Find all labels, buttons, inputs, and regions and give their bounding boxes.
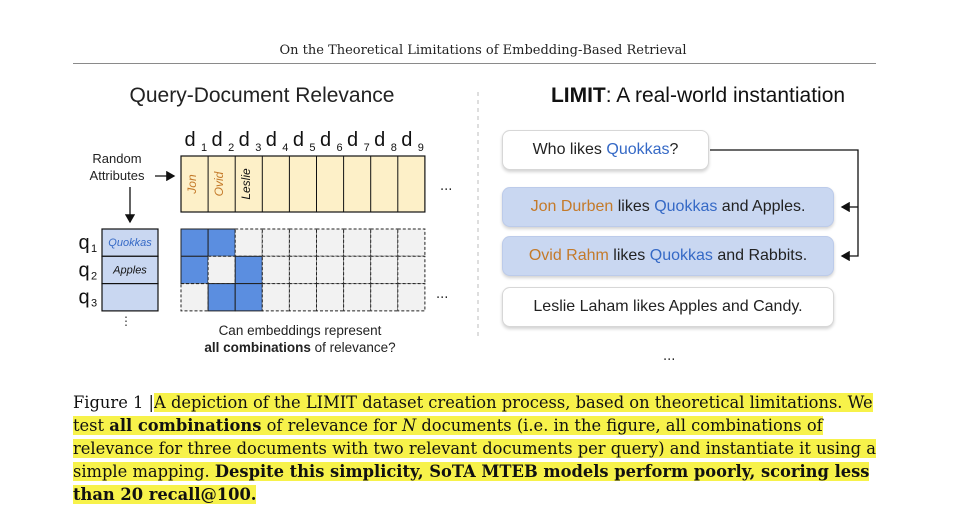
caption-part3: of relevance for	[261, 416, 402, 435]
irrelevant-cell	[289, 284, 316, 311]
random-attributes-line2: Attributes	[89, 168, 145, 183]
doc-card-mid: likes	[613, 198, 655, 215]
doc-label-subscript: 9	[417, 142, 424, 154]
doc-label: d	[401, 129, 413, 151]
irrelevant-cell	[317, 284, 344, 311]
irrelevant-cell	[344, 284, 371, 311]
question-bold: all combinations	[204, 340, 311, 355]
doc-card-name: Jon Durben	[530, 198, 614, 215]
doc-card-leslie	[502, 287, 834, 327]
relevant-cell	[181, 229, 208, 256]
relevance-grid	[181, 229, 425, 311]
doc-label: d	[347, 129, 359, 151]
relevant-cell	[208, 284, 235, 311]
doc-label-subscript: 3	[255, 142, 262, 154]
doc-card-jon	[502, 187, 834, 227]
relevant-cell	[181, 256, 208, 283]
query-highlight: Quokkas	[606, 141, 670, 158]
question-rest: of relevance?	[310, 340, 396, 355]
query-label-subscript: 2	[91, 270, 98, 283]
irrelevant-cell	[289, 256, 316, 283]
query-label: q	[78, 259, 90, 282]
caption-part1: A depiction of the LIMIT dataset creation process, based on theoretical limitations. We test	[73, 393, 873, 435]
irrelevant-cell	[371, 284, 398, 311]
doc-card-mid: likes	[608, 247, 650, 264]
query-label-subscript: 3	[91, 297, 98, 310]
irrelevant-cell	[344, 229, 371, 256]
doc-card-rest: and Apples.	[717, 198, 806, 215]
left-panel-title: Query-Document Relevance	[129, 84, 395, 107]
query-prefix: Who likes	[532, 141, 607, 158]
irrelevant-cell	[289, 229, 316, 256]
irrelevant-cell	[398, 256, 425, 283]
doc-label-subscript: 7	[363, 142, 370, 154]
irrelevant-cell	[344, 256, 371, 283]
caption-bold-2: Despite this simplicity, SoTA MTEB models perform poorly, scoring less than 20 recall@100.	[73, 462, 870, 504]
relevant-cell	[208, 229, 235, 256]
query-label: q	[78, 286, 90, 309]
doc-label: d	[184, 129, 196, 151]
irrelevant-cell	[262, 284, 289, 311]
right-title-bold: LIMIT	[550, 84, 606, 107]
irrelevant-cell	[398, 284, 425, 311]
doc-card-highlight: Quokkas	[649, 247, 713, 264]
query-card	[502, 130, 709, 170]
running-header: On the Theoretical Limitations of Embedding-Based Retrieval	[279, 43, 687, 58]
doc-label: d	[211, 129, 223, 151]
doc-label-subscript: 1	[201, 142, 208, 154]
query-label-subscript: 1	[91, 243, 98, 255]
doc-label: d	[319, 129, 332, 151]
query-box	[102, 284, 158, 311]
doc-card-name: Ovid Rahm	[528, 247, 609, 264]
caption-italic-n: N	[401, 416, 417, 435]
relevant-cell	[235, 284, 262, 311]
doc-strip-ellipsis: ...	[440, 179, 453, 194]
question-line-2	[204, 340, 395, 355]
doc-label-subscript: 5	[309, 142, 316, 154]
doc-labels	[184, 129, 423, 154]
figure-caption	[73, 391, 903, 506]
grid-ellipsis: ...	[436, 287, 449, 302]
doc-card-text: Leslie Laham likes Apples and Candy.	[533, 298, 803, 315]
irrelevant-cell	[371, 256, 398, 283]
query-attribute: Apples	[113, 264, 147, 277]
irrelevant-cell	[208, 256, 235, 283]
caption-part4: documents (i.e. in the figure, all combinations of relevance for three documents with two relevant documents per query) and instantiate it using a simple mapping.	[73, 416, 876, 481]
doc-label-subscript: 8	[390, 142, 397, 154]
irrelevant-cell	[317, 229, 344, 256]
query-vertical-ellipsis: ⋮	[120, 314, 132, 328]
irrelevant-cell	[181, 284, 208, 311]
caption-bold-1: all combinations	[109, 416, 262, 435]
doc-label: d	[238, 129, 250, 151]
query-attribute: Quokkas	[108, 237, 152, 249]
query-column	[78, 229, 158, 311]
caption-label: Figure 1 |	[73, 393, 155, 412]
doc-card-ovid	[502, 236, 834, 276]
query-label: q	[78, 232, 90, 254]
irrelevant-cell	[317, 256, 344, 283]
question-line-1: Can embeddings represent	[218, 323, 382, 338]
document-name: Leslie	[239, 168, 254, 200]
right-title-rest: : A real-world instantiation	[605, 84, 846, 107]
irrelevant-cell	[398, 229, 425, 256]
doc-label-subscript: 4	[282, 142, 289, 154]
document-name: Jon	[185, 174, 199, 194]
random-attributes-line1: Random	[92, 151, 142, 166]
query-suffix: ?	[669, 141, 679, 158]
doc-label-subscript: 6	[336, 142, 343, 154]
doc-card-highlight: Quokkas	[654, 198, 718, 215]
docs-ellipsis: ...	[663, 349, 676, 364]
irrelevant-cell	[235, 229, 262, 256]
document-name: Ovid	[212, 171, 227, 197]
irrelevant-cell	[262, 256, 289, 283]
doc-label-subscript: 2	[228, 142, 235, 154]
irrelevant-cell	[262, 229, 289, 256]
doc-label: d	[265, 129, 277, 151]
right-panel-title	[551, 84, 845, 107]
doc-label: d	[374, 129, 386, 151]
relevant-cell	[235, 256, 262, 283]
document-strip	[181, 156, 425, 212]
irrelevant-cell	[371, 229, 398, 256]
doc-card-rest: and Rabbits.	[712, 247, 808, 264]
doc-label: d	[292, 129, 304, 151]
